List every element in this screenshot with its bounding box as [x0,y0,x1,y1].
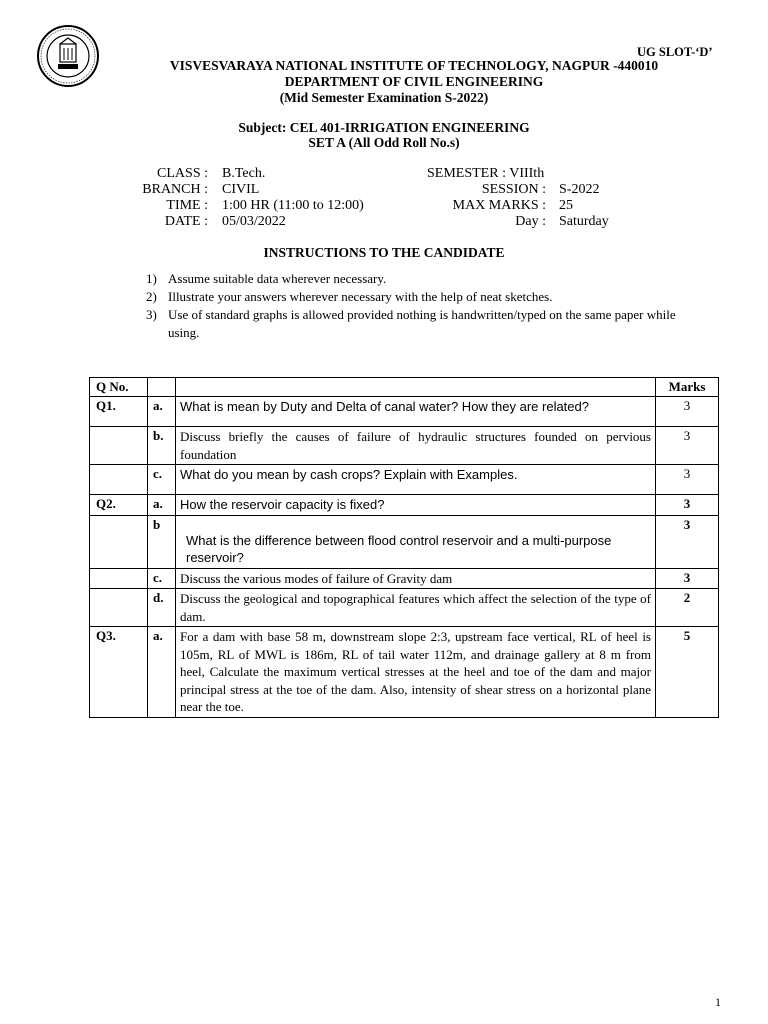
session-value: S-2022 [559,182,600,197]
time-label: TIME : [166,198,208,213]
department-name: DEPARTMENT OF CIVIL ENGINEERING [284,74,544,89]
question-header [176,378,656,397]
question-text: What is mean by Duty and Delta of canal water? How they are related? [176,397,656,427]
question-number [90,589,148,627]
subject-line: Subject: CEL 401-IRRIGATION ENGINEERING [238,120,530,135]
question-marks: 3 [656,465,719,495]
max-marks-value: 25 [559,198,573,213]
question-number: Q3. [90,627,148,718]
date-value: 05/03/2022 [222,214,286,229]
question-marks: 3 [656,427,719,465]
marks-header: Marks [656,378,719,397]
instruction-text: Illustrate your answers wherever necessary with the help of neat sketches. [168,289,553,304]
instruction-item [146,306,708,342]
sub-question-label: c. [148,465,176,495]
question-text: How the reservoir capacity is fixed? [176,495,656,516]
instruction-number: 2) [146,289,157,304]
question-text: For a dam with base 58 m, downstream slope 2:3, upstream face vertical, RL of heel is 105m, RL of MWL is 186m, RL of tail water 112m, and drainage gallery at 8 m from heel, Calculate the maximum vertical stresses at the heel and toe of the dam and major principal stress at the toe of the dam. Also, intensity of shear stress on a horizontal plane near the toe. [176,627,656,718]
sub-question-label: a. [148,627,176,718]
sub-question-label: a. [148,495,176,516]
question-number: Q2. [90,495,148,516]
questions-table [89,377,719,718]
question-number [90,465,148,495]
day-value: Saturday [559,214,609,229]
qno-header: Q No. [90,378,148,397]
table-row [90,589,719,627]
question-text: Discuss briefly the causes of failure of hydraulic structures founded on pervious foundation [176,427,656,465]
question-marks: 3 [656,495,719,516]
date-label: DATE : [164,214,208,229]
question-text: Discuss the various modes of failure of Gravity dam [176,568,656,589]
time-value: 1:00 HR (11:00 to 12:00) [222,198,364,213]
question-marks: 5 [656,627,719,718]
session-label: SESSION : [481,182,546,197]
question-marks: 3 [656,397,719,427]
sub-question-label: c. [148,568,176,589]
instruction-text: Assume suitable data wherever necessary. [168,271,387,286]
set-line: SET A (All Odd Roll No.s) [308,135,460,150]
sub-header [148,378,176,397]
question-text: Discuss the geological and topographical features which affect the selection of the type of dam. [176,589,656,627]
instruction-item [146,270,708,288]
question-marks: 3 [656,515,719,568]
question-marks: 2 [656,589,719,627]
question-number [90,568,148,589]
day-label: Day : [515,214,546,229]
max-marks-label: MAX MARKS : [452,198,546,213]
question-number [90,515,148,568]
page-number: 1 [715,995,721,1009]
question-marks: 3 [656,568,719,589]
sub-question-label: d. [148,589,176,627]
sub-question-label: b. [148,427,176,465]
institute-name: VISVESVARAYA NATIONAL INSTITUTE OF TECHNOLOGY, NAGPUR -440010 [169,58,659,73]
instruction-item [146,288,708,306]
exam-name: (Mid Semester Examination S-2022) [279,90,489,105]
instruction-number: 3) [146,307,157,322]
class-label: CLASS : [157,166,208,181]
table-row [90,465,719,495]
table-row [90,495,719,516]
semester-label: SEMESTER : VIIIth [427,166,545,181]
table-row [90,397,719,427]
instructions-list [146,270,708,342]
branch-label: BRANCH : [142,182,208,197]
question-text: What is the difference between flood control reservoir and a multi-purpose reservoir? [176,515,656,568]
branch-value: CIVIL [222,182,260,197]
instructions-title: INSTRUCTIONS TO THE CANDIDATE [263,245,505,260]
ug-slot-label: UG SLOT-‘D’ [637,45,713,59]
sub-question-label: b [148,515,176,568]
sub-question-label: a. [148,397,176,427]
table-row [90,427,719,465]
table-row [90,568,719,589]
question-number [90,427,148,465]
question-text: What do you mean by cash crops? Explain with Examples. [176,465,656,495]
class-value: B.Tech. [222,166,266,181]
table-row [90,515,719,568]
table-row [90,627,719,718]
question-number: Q1. [90,397,148,427]
instruction-text: Use of standard graphs is allowed provided nothing is handwritten/typed on the same paper while using. [168,307,676,340]
instruction-number: 1) [146,271,157,286]
table-header-row [90,378,719,397]
